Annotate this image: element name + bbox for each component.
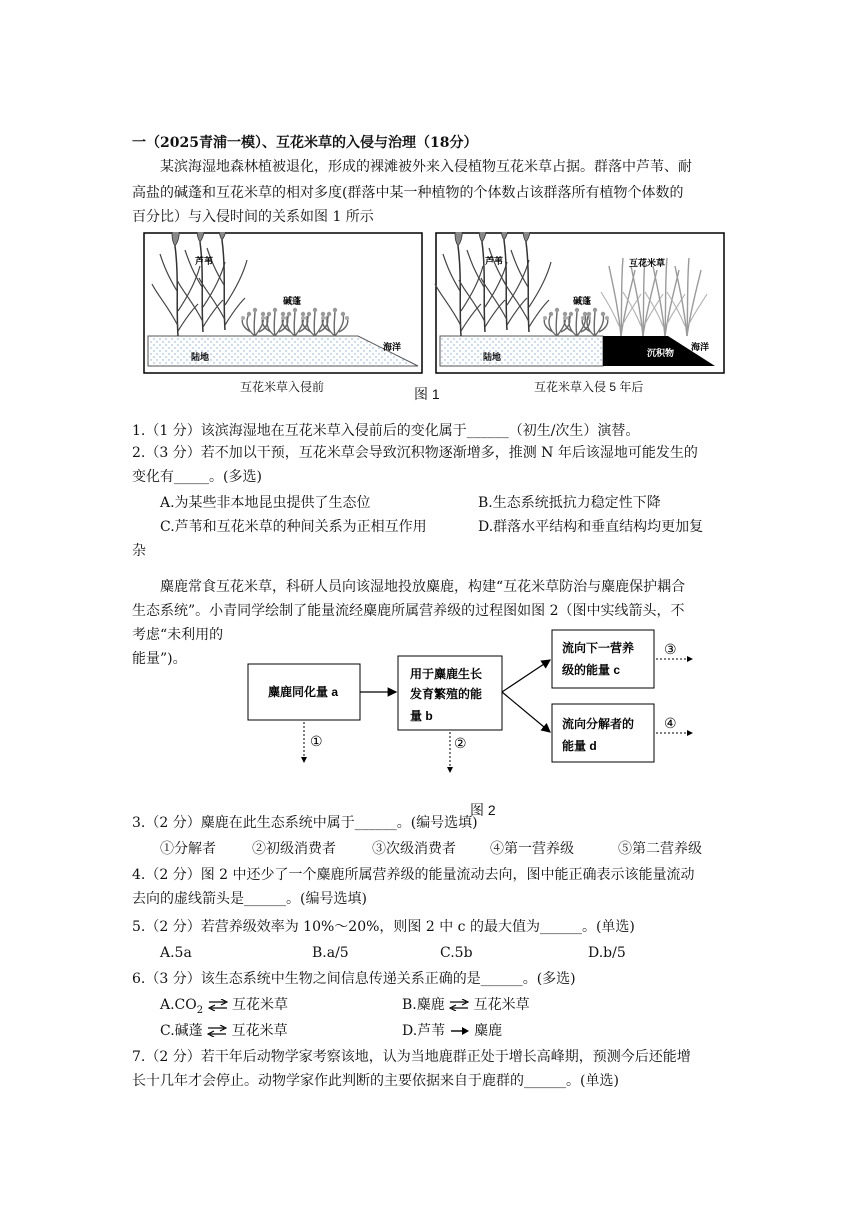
label-land-left: 陆地 (191, 352, 210, 362)
label-sea-left: 海洋 (383, 342, 402, 352)
arrow-4-label: ④ (664, 716, 677, 732)
arrow-b-to-c (502, 660, 550, 692)
question-3-option-4: ④第一营养级 (490, 841, 574, 857)
section-heading: 一（2025青浦一模）、互花米草的入侵与治理（18分） (132, 135, 478, 151)
question-5-option-c: C.5b (440, 945, 473, 961)
box-a-label: 麋鹿同化量 a (268, 685, 339, 699)
question-2-line-1: 2.（3 分）若不加以干预，互花米草会导致沉积物逐渐增多，推测 N 年后该湿地可能发生的 (132, 445, 698, 461)
arrow-3-label: ③ (664, 642, 677, 658)
double-arrow-icon (207, 1025, 227, 1037)
land-area-right (440, 336, 603, 366)
question-5-option-a: A.5a (160, 945, 192, 961)
question-3-option-1: ①分解者 (160, 841, 216, 857)
question-2-line-2: 变化有_____。(多选) (132, 469, 262, 485)
passage-2-line-2: 生态系统”。小青同学绘制了能量流经麋鹿所属营养级的过程图如图 2（图中实线箭头，不 (132, 603, 685, 619)
q6-d-prefix: D.芦苇 (402, 1023, 446, 1039)
question-2-option-b: B.生态系统抵抗力稳定性下降 (478, 495, 661, 511)
label-suaeda-right: 碱蓬 (573, 296, 592, 306)
q6-a-prefix: A.CO (160, 997, 197, 1013)
question-6-option-b (402, 994, 530, 1016)
question-2-option-a: A.为某些非本地昆虫提供了生态位 (160, 495, 371, 511)
figure-1-caption: 图 1 (414, 386, 440, 402)
label-spartina-right: 互花米草 (629, 258, 666, 268)
question-3: 3.（2 分）麋鹿在此生态系统中属于______。(编号选填) (132, 815, 478, 831)
right-arrow-icon (450, 1025, 470, 1037)
question-6: 6.（3 分）该生态系统中生物之间信息传递关系正确的是______。(多选) (132, 971, 576, 987)
question-1: 1.（1 分）该滨海湿地在互花米草入侵前后的变化属于______（初生/次生）演替。 (132, 423, 640, 439)
label-reed-left: 芦苇 (195, 256, 214, 266)
question-3-option-2: ②初级消费者 (252, 841, 336, 857)
box-b-label-1: 用于麋鹿生长 (410, 667, 483, 681)
double-arrow-icon (449, 999, 469, 1011)
intro-line-2: 高盐的碱蓬和互花米草的相对多度(群落中某一种植物的个体数占该群落所有植物个体数的 (132, 185, 684, 201)
arrow-b-to-d (502, 692, 550, 732)
question-2-option-d: D.群落水平结构和垂直结构均更加复 (478, 519, 704, 535)
label-sediment: 沉积物 (647, 348, 675, 358)
question-7-line-2: 长十几年才会停止。动物学家作此判断的主要依据来自于鹿群的______。(单选) (132, 1073, 619, 1089)
figure-1-left-caption: 互花米草入侵前 (240, 380, 325, 394)
q6-c-suffix: 互花米草 (231, 1023, 288, 1039)
label-sea-right: 海洋 (691, 342, 710, 352)
question-6-option-c (160, 1020, 288, 1042)
figure-1-right-caption: 互花米草入侵 5 年后 (534, 380, 644, 394)
q6-a-suffix: 互花米草 (232, 997, 289, 1013)
box-d-label-2: 能量 d (562, 739, 597, 753)
label-land-right: 陆地 (483, 352, 502, 362)
question-5: 5.（2 分）若营养级效率为 10%～20%，则图 2 中 c 的最大值为______。(单选) (132, 919, 635, 935)
passage-2-line-3: 考虑“未利用的 (132, 627, 224, 643)
question-7-line-1: 7.（2 分）若干年后动物学家考察该地，认为当地鹿群正处于增长高峰期，预测今后还能增 (132, 1049, 691, 1065)
passage-2-line-4: 能量”)。 (132, 651, 187, 667)
question-2-option-d-cont: 杂 (132, 543, 146, 559)
question-3-option-3: ③次级消费者 (372, 841, 456, 857)
figure-2-caption: 图 2 (470, 802, 496, 818)
q6-a-sub: 2 (196, 1004, 204, 1016)
box-d-label-1: 流向分解者的 (562, 717, 635, 731)
figure-2 (240, 628, 700, 778)
question-6-option-a (160, 994, 288, 1022)
box-c-label-2: 级的能量 c (562, 663, 621, 677)
box-c-label-1: 流向下一营养 (562, 641, 635, 655)
box-b-label-2: 发育繁殖的能 (410, 687, 483, 701)
arrow-1-label: ① (310, 734, 323, 750)
arrow-2-label: ② (454, 736, 467, 752)
intro-line-3: 百分比）与入侵时间的关系如图 1 所示 (132, 209, 374, 225)
box-b-label-3: 量 b (410, 709, 433, 723)
figure-1 (143, 232, 725, 376)
passage-2-line-1: 麋鹿常食互花米草，科研人员向该湿地投放麋鹿，构建“互花米草防治与麋鹿保护耦合 (160, 579, 686, 595)
label-suaeda-left: 碱蓬 (283, 296, 302, 306)
intro-line-1: 某滨海湿地森林植被退化，形成的裸滩被外来入侵植物互花米草占据。群落中芦苇、耐 (160, 159, 692, 175)
question-4-line-1: 4.（2 分）图 2 中还少了一个麋鹿所属营养级的能量流动去向，图中能正确表示该能量流动 (132, 867, 695, 883)
question-2-option-c: C.芦苇和互花米草的种间关系为正相互作用 (160, 519, 427, 535)
double-arrow-icon (208, 999, 228, 1011)
question-6-option-d (402, 1020, 502, 1042)
question-4-line-2: 去向的虚线箭头是______。(编号选填) (132, 891, 367, 907)
box-d (552, 704, 654, 762)
question-5-option-b: B.a/5 (312, 945, 349, 961)
box-c (552, 630, 654, 688)
label-reed-right: 芦苇 (485, 256, 504, 266)
question-3-option-5: ⑤第二营养级 (618, 841, 702, 857)
q6-b-suffix: 互花米草 (473, 997, 530, 1013)
q6-c-prefix: C.碱蓬 (160, 1023, 203, 1039)
q6-b-prefix: B.麋鹿 (402, 997, 445, 1013)
q6-d-suffix: 麋鹿 (474, 1023, 503, 1039)
question-5-option-d: D.b/5 (588, 945, 626, 961)
